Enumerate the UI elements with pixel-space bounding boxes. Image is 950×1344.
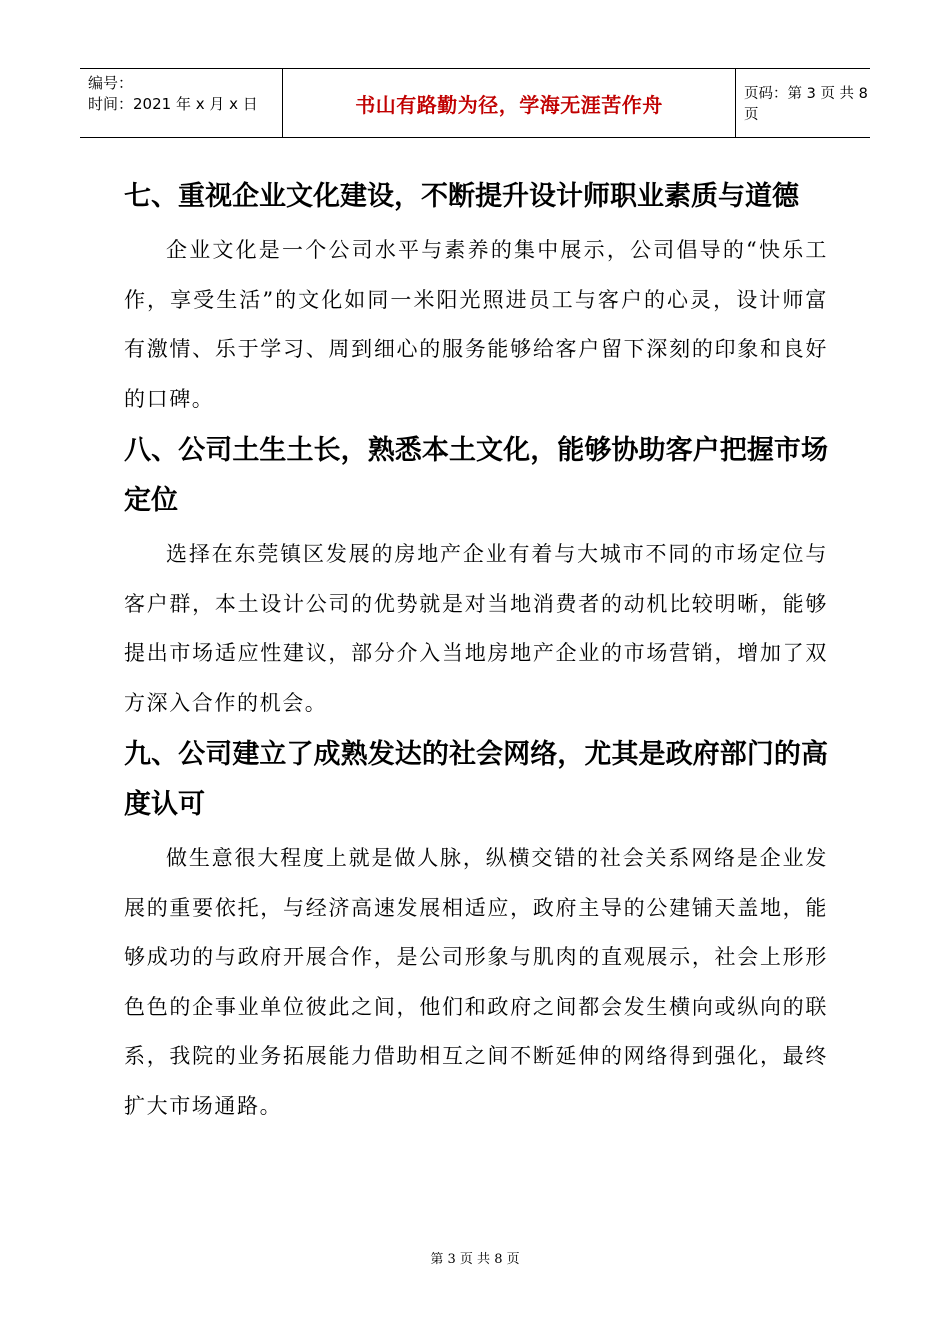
section-heading-8: 八、公司土生土长，熟悉本土文化，能够协助客户把握市场定位 [124, 435, 828, 516]
header-motto: 书山有路勤为径，学海无涯苦作舟 [355, 92, 663, 117]
document-date-label: 时间：2021 年 x 月 x 日 [88, 95, 258, 113]
section-paragraph-9: 做生意很大程度上就是做人脉，纵横交错的社会关系网络是企业发展的重要依托，与经济高速发展相适应，政府主导的公建铺天盖地，能够成功的与政府开展合作，是公司形象与肌肉的直观展示，社会上形形色色的企事业单位彼此之间，他们和政府之间都会发生横向或纵向的联系，我院的业务拓展能力借助相互之间不断延伸的网络得到强化，最终扩大市场通路。 [124, 846, 828, 1118]
section-paragraph-7: 企业文化是一个公司水平与素养的集中展示，公司倡导的“快乐工作，享受生活”的文化如同一米阳光照进员工与客户的心灵，设计师富有激情、乐于学习、周到细心的服务能够给客户留下深刻的印象和良好的口碑。 [124, 238, 828, 411]
section-heading-7: 七、重视企业文化建设，不断提升设计师职业素质与道德 [124, 181, 799, 212]
header-meta [88, 73, 280, 133]
page-header [80, 68, 870, 138]
header-page-info: 页码：第 3 页 共 8 页 [744, 86, 868, 123]
section-paragraph-8: 选择在东莞镇区发展的房地产企业有着与大城市不同的市场定位与客户群，本土设计公司的优势就是对当地消费者的动机比较明晰，能够提出市场适应性建议，部分介入当地房地产企业的市场营销，增加了双方深入合作的机会。 [124, 542, 828, 715]
document-body [124, 172, 828, 1131]
section-heading-9: 九、公司建立了成熟发达的社会网络，尤其是政府部门的高度认可 [124, 739, 828, 820]
page-footer: 第 3 页 共 8 页 [430, 1252, 520, 1267]
header-motto-cell [282, 69, 736, 137]
document-number-label: 编号： [88, 74, 134, 92]
